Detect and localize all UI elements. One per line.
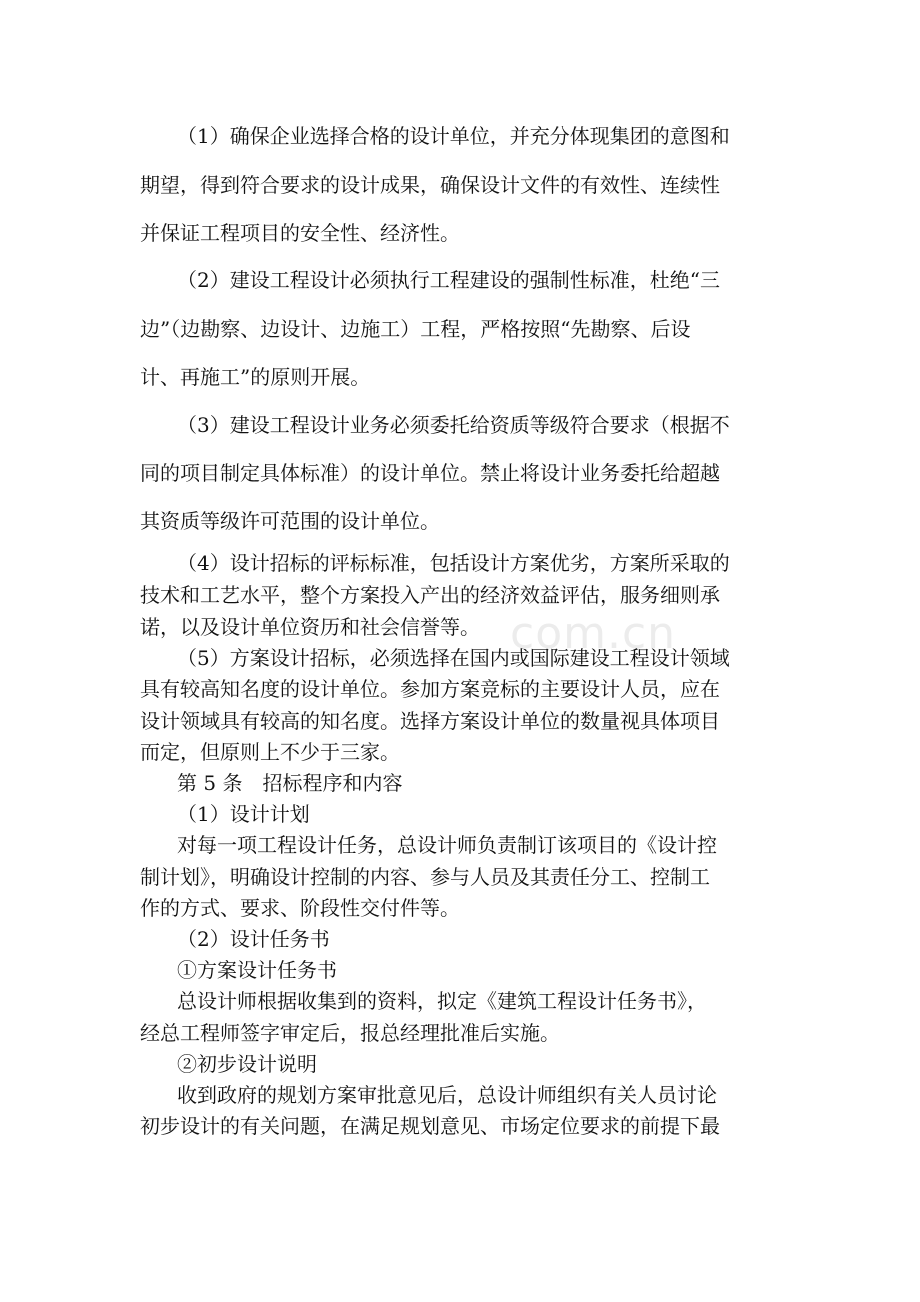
paragraph-3-line-3: 其资质等级许可范围的设计单位。 <box>140 509 440 533</box>
subheading-design-brief: （2）设计任务书 <box>177 927 330 951</box>
paragraph-2-line-2: 边”（边勘察、边设计、边施工）工程，严格按照“先勘察、后设 <box>140 317 691 341</box>
subheading-preliminary-design: ②初步设计说明 <box>177 1052 317 1076</box>
paragraph-3-line-1: （3）建设工程设计业务必须委托给资质等级符合要求（根据不 <box>177 413 730 437</box>
watermark: com.cn <box>510 608 677 659</box>
paragraph-8-line-2: 初步设计的有关问题，在满足规划意见、市场定位要求的前提下最 <box>140 1114 720 1138</box>
subheading-scheme-brief: ①方案设计任务书 <box>177 958 337 982</box>
paragraph-3-line-2: 同的项目制定具体标准）的设计单位。禁止将设计业务委托给超越 <box>140 461 720 485</box>
paragraph-5-line-3: 设计领域具有较高的知名度。选择方案设计单位的数量视具体项目 <box>140 709 720 733</box>
paragraph-4-line-3: 诺，以及设计单位资历和社会信誉等。 <box>140 615 480 639</box>
paragraph-1-line-3: 并保证工程项目的安全性、经济性。 <box>140 221 460 245</box>
paragraph-5-line-4: 而定，但原则上不少于三家。 <box>140 740 400 764</box>
paragraph-7-line-1: 总设计师根据收集到的资料，拟定《建筑工程设计任务书》， <box>177 989 707 1013</box>
paragraph-1-line-2: 期望，得到符合要求的设计成果，确保设计文件的有效性、连续性 <box>140 173 720 197</box>
subheading-design-plan: （1）设计计划 <box>177 802 310 826</box>
paragraph-4-line-2: 技术和工艺水平，整个方案投入产出的经济效益评估，服务细则承 <box>140 583 720 607</box>
paragraph-5-line-1: （5）方案设计招标，必须选择在国内或国际建设工程设计领域 <box>177 646 730 670</box>
paragraph-6-line-2: 制计划》，明确设计控制的内容、参与人员及其责任分工、控制工 <box>140 865 710 889</box>
paragraph-6-line-3: 作的方式、要求、阶段性交付件等。 <box>140 896 460 920</box>
paragraph-7-line-2: 经总工程师签字审定后，报总经理批准后实施。 <box>140 1021 560 1045</box>
section-heading: 第 5 条 招标程序和内容 <box>177 771 403 795</box>
paragraph-8-line-1: 收到政府的规划方案审批意见后，总设计师组织有关人员讨论 <box>177 1083 717 1107</box>
paragraph-5-line-2: 具有较高知名度的设计单位。参加方案竞标的主要设计人员，应在 <box>140 677 720 701</box>
paragraph-2-line-1: （2）建设工程设计必须执行工程建设的强制性标准，杜绝“三 <box>177 268 720 292</box>
paragraph-4-line-1: （4）设计招标的评标标准，包括设计方案优劣，方案所采取的 <box>177 551 730 575</box>
paragraph-2-line-3: 计、再施工”的原则开展。 <box>140 365 371 389</box>
paragraph-6-line-1: 对每一项工程设计任务，总设计师负责制订该项目的《设计控 <box>177 833 717 857</box>
paragraph-1-line-1: （1）确保企业选择合格的设计单位，并充分体现集团的意图和 <box>177 124 730 148</box>
